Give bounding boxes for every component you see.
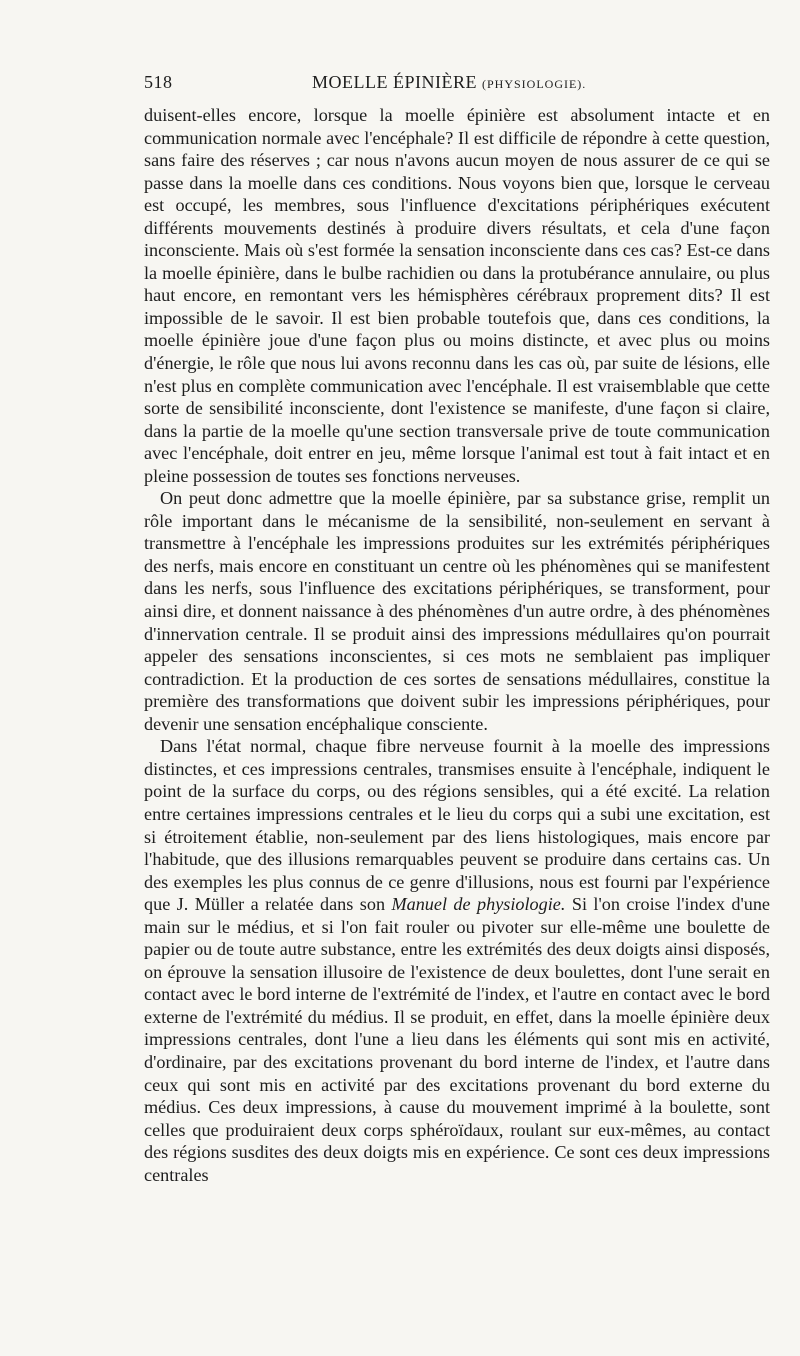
paragraph-continued: duisent-elles encore, lorsque la moelle épinière est absolument intacte et en communication normale avec l'encéphale? Il est difficile de répondre à cette question, sans faire des réserves ; car nous n'avons aucun moyen de nous assurer de ce qui se passe dans la moelle dans ces conditions. Nous voyons bien que, lorsque le cerveau est occupé, les membres, sous l'influence d'excitations périphériques exécutent différents mouvements destinés à produire divers résultats, et cela d'une façon inconsciente. Mais où s'est formée la sensation inconsciente dans ces cas? Est-ce dans la moelle épinière, dans le bulbe rachidien ou dans la protubérance annulaire, ou plus haut encore, en remontant vers les hémisphères cérébraux proprement dits? Il est impossible de le savoir. Il est bien probable toutefois que, dans ces conditions, la moelle épinière joue d'une façon plus ou moins distincte, et avec plus ou moins d'énergie, le rôle que nous lui avons reconnu dans les cas où, par suite de lésions, elle n'est plus en complète communication avec l'encéphale. Il est vraisemblable que cette sorte de sensibilité inconsciente, dont l'existence se manifeste, d'une façon si claire, dans la partie de la moelle qu'une section transversale prive de toute communication avec l'encéphale, doit entrer en jeu, même lorsque l'animal est tout à fait intact et en pleine possession de toutes ses fonctions nerveuses.	[144, 105, 770, 486]
body-text	[144, 104, 770, 1186]
paragraph	[144, 735, 770, 1186]
paragraph-text: Dans l'état normal, chaque fibre nerveuse fournit à la moelle des impressions distinctes, et ces impressions centrales, transmises ensuite à l'encéphale, indiquent le point de la surface du corps, ou des régions sensibles, qui a été excité. La relation entre certaines impressions centrales et le lieu du corps qui a subi une excitation, est si étroitement établie, non-seulement par des liens histologiques, mais encore par l'habitude, que des illusions remarquables peuvent se produire dans certains cas. Un des exemples les plus connus de ce genre d'illusions, nous est fourni par l'expérience que J. Müller a relatée dans son	[144, 736, 770, 915]
running-title-subtitle: (PHYSIOLOGIE).	[481, 77, 587, 91]
paragraph: On peut donc admettre que la moelle épinière, par sa substance grise, remplit un rôle important dans le mécanisme de la sensibilité, non-seulement en servant à transmettre à l'encéphale les impressions produites sur les extrémités périphériques des nerfs, mais encore en constituant un centre où les phénomènes qui se manifestent dans les nerfs, sous l'influence des excitations périphériques, se transforment, pour ainsi dire, et donnent naissance à des phénomènes d'un autre ordre, à des phénomènes d'innervation centrale. Il se produit ainsi des impressions médullaires qu'on pourrait appeler des sensations inconscientes, si ces mots ne semblaient pas impliquer contradiction. Et la production de ces sortes de sensations médullaires, constitue la première des transformations que doivent subir les impressions périphériques, pour devenir une sensation encéphalique consciente.	[144, 488, 770, 734]
running-header	[144, 72, 776, 102]
running-title	[312, 72, 586, 93]
paragraph-text: Si l'on croise l'index d'une main sur le médius, et si l'on fait rouler ou pivoter sur elle-même une boulette de papier ou de toute autre substance, entre les extrémités des deux doigts ainsi disposés, on éprouve la sensation illusoire de l'existence de deux boulettes, dont l'une serait en contact avec le bord interne de l'extrémité de l'index, et l'autre en contact avec le bord externe de l'extrémité du médius. Il se produit, en effet, dans la moelle épinière deux impressions centrales, dont l'une a lieu dans les éléments qui sont mis en activité, d'ordinaire, par des excitations provenant du bord interne de l'index, et l'autre dans ceux qui sont mis en activité par des excitations provenant du bord externe du médius. Ces deux impressions, à cause du mouvement imprimé à la boulette, sont celles que produiraient deux corps sphéroïdaux, roulant sur eux-mêmes, au contact des régions susdites des deux doigts mis en expérience. Ce sont ces deux impressions centrales	[144, 894, 770, 1185]
book-title-italic: Manuel de physiologie.	[391, 894, 566, 915]
page-number: 518	[144, 72, 173, 92]
running-title-main: MOELLE ÉPINIÈRE	[312, 72, 477, 92]
